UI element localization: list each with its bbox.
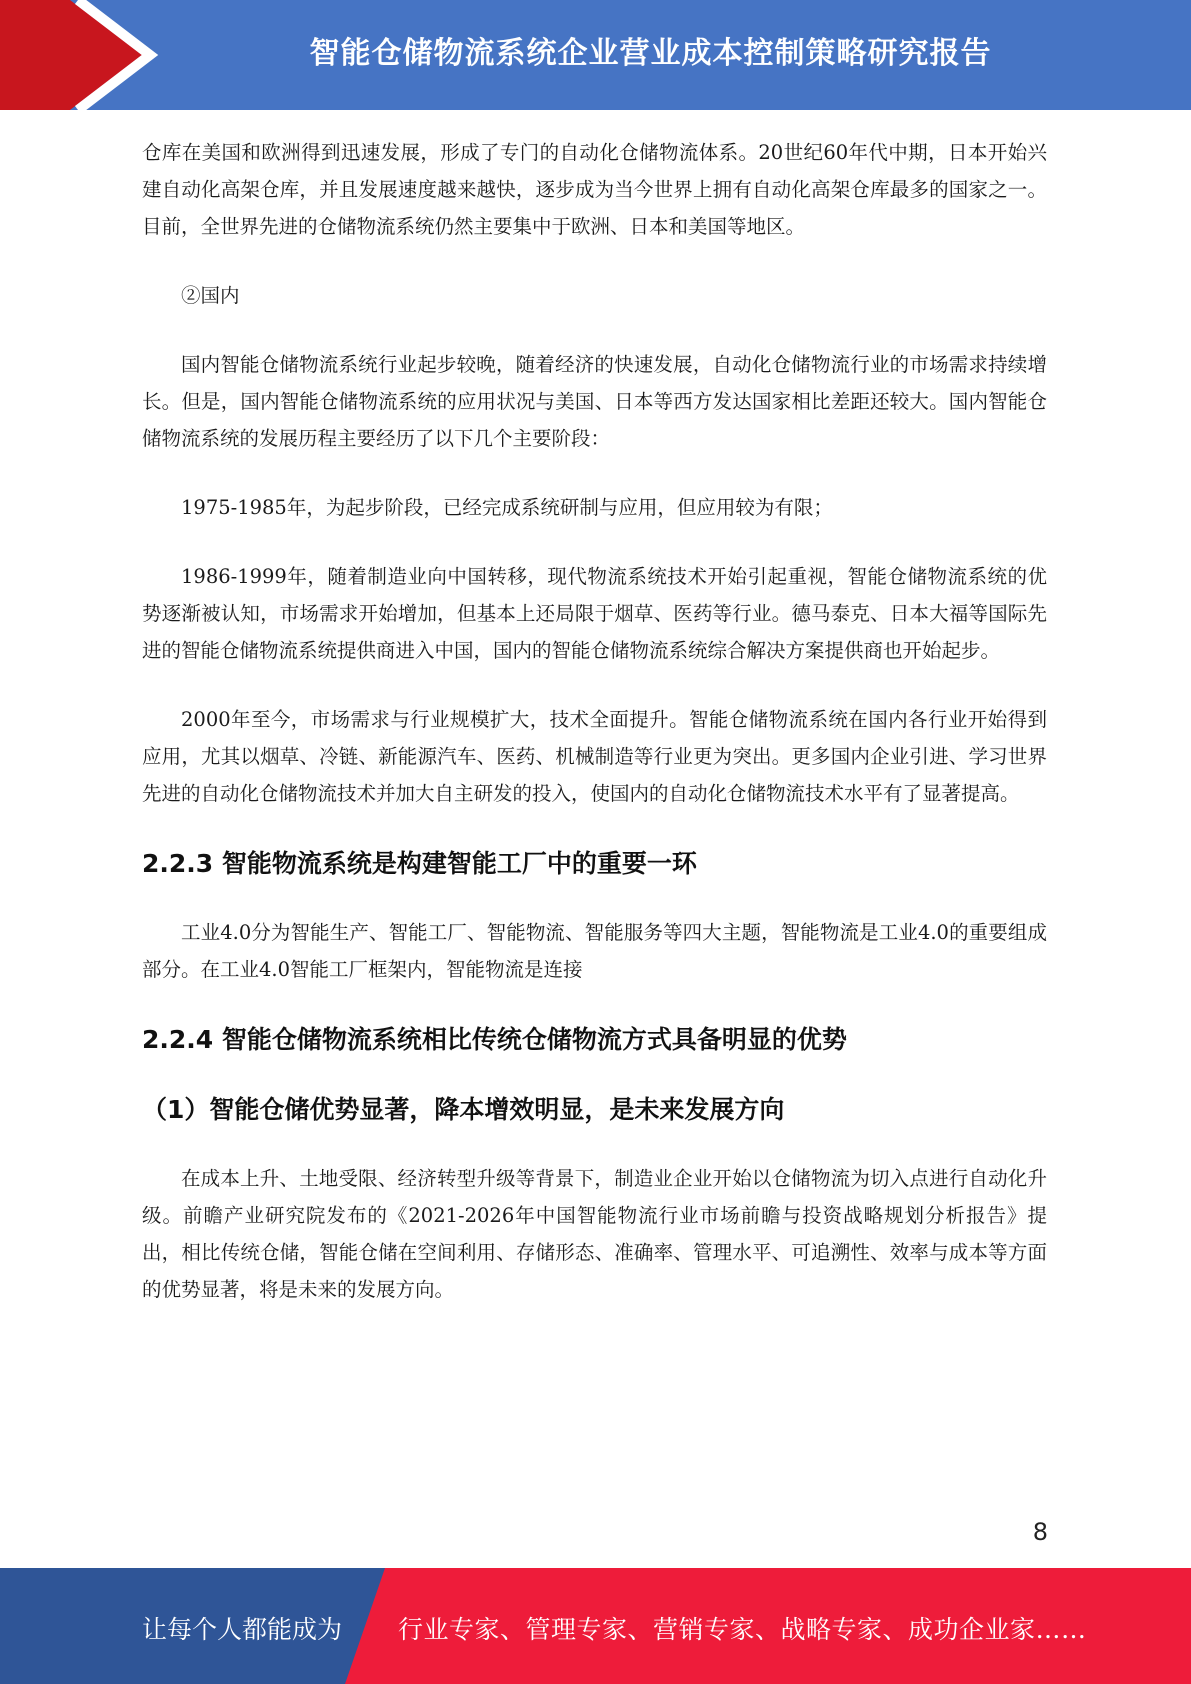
paragraph-domestic-label: ②国内 — [181, 284, 240, 307]
footer-slogan-left: 让每个人都能成为 — [142, 1615, 343, 1644]
paragraph: 仓库在美国和欧洲得到迅速发展，形成了专门的自动化仓储物流体系。20世纪60年代中期，日本开始兴建自动化高架仓库，并且发展速度越来越快，逐步成为当今世界上拥有自动化高架仓库最多的国家之一。目前，全世界先进的仓储物流系统仍然主要集中于欧洲、日本和美国等地区。 — [142, 141, 1047, 238]
subsection-heading-1: （1）智能仓储优势显著，降本增效明显，是未来发展方向 — [142, 1095, 785, 1124]
section-heading-2-2-3: 2.2.3 智能物流系统是构建智能工厂中的重要一环 — [142, 849, 697, 878]
section-heading-2-2-4: 2.2.4 智能仓储物流系统相比传统仓储物流方式具备明显的优势 — [142, 1025, 847, 1054]
document-body — [142, 134, 1047, 1340]
paragraph-stage-3: 2000年至今，市场需求与行业规模扩大，技术全面提升。智能仓储物流系统在国内各行业开始得到应用，尤其以烟草、冷链、新能源汽车、医药、机械制造等行业更为突出。更多国内企业引进、学习世界先进的自动化仓储物流技术并加大自主研发的投入，使国内的自动化仓储物流技术水平有了显著提高。 — [142, 708, 1047, 805]
header-title: 智能仓储物流系统企业营业成本控制策略研究报告 — [309, 36, 992, 71]
paragraph: 工业4.0分为智能生产、智能工厂、智能物流、智能服务等四大主题，智能物流是工业4.0的重要组成部分。在工业4.0智能工厂框架内，智能物流是连接 — [142, 921, 1047, 981]
page-footer — [0, 1568, 1191, 1684]
page-number: 8 — [1032, 1518, 1048, 1546]
paragraph: 国内智能仓储物流系统行业起步较晚，随着经济的快速发展，自动化仓储物流行业的市场需求持续增长。但是，国内智能仓储物流系统的应用状况与美国、日本等西方发达国家相比差距还较大。国内智能仓储物流系统的发展历程主要经历了以下几个主要阶段： — [142, 353, 1047, 450]
page-header — [0, 0, 1191, 110]
paragraph-stage-2: 1986-1999年，随着制造业向中国转移，现代物流系统技术开始引起重视，智能仓储物流系统的优势逐渐被认知，市场需求开始增加，但基本上还局限于烟草、医药等行业。德马泰克、日本大福等国际先进的智能仓储物流系统提供商进入中国，国内的智能仓储物流系统综合解决方案提供商也开始起步。 — [142, 565, 1047, 662]
footer-slogan-right: 行业专家、管理专家、营销专家、战略专家、成功企业家…… — [398, 1615, 1087, 1644]
paragraph-stage-1: 1975-1985年，为起步阶段，已经完成系统研制与应用，但应用较为有限； — [181, 496, 833, 519]
paragraph: 在成本上升、土地受限、经济转型升级等背景下，制造业企业开始以仓储物流为切入点进行自动化升级。前瞻产业研究院发布的《2021-2026年中国智能物流行业市场前瞻与投资战略规划分析报告》提出，相比传统仓储，智能仓储在空间利用、存储形态、准确率、管理水平、可追溯性、效率与成本等方面的优势显著，将是未来的发展方向。 — [142, 1167, 1047, 1301]
